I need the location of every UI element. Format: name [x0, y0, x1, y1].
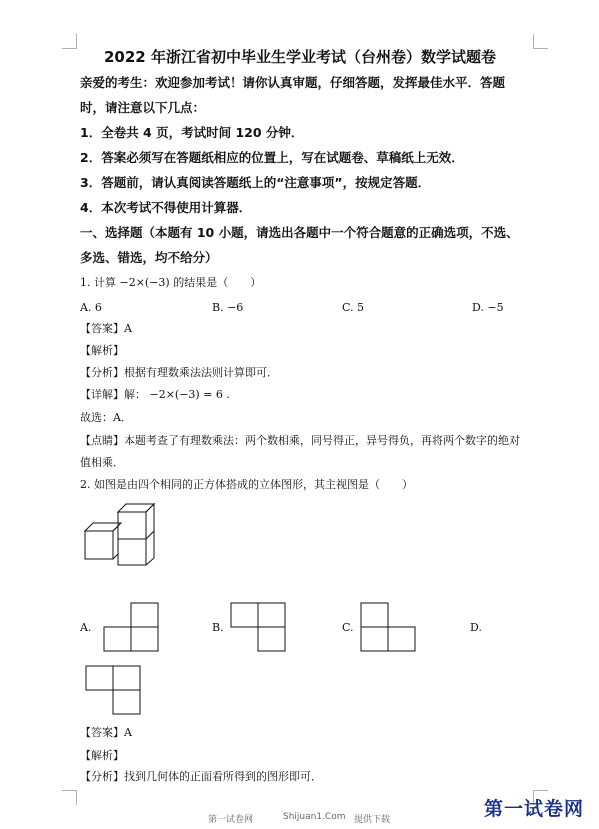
- exam-title: 2022 年浙江省初中毕业生学业考试（台州卷）数学试题卷: [104, 48, 496, 66]
- q1-remark-line-1: 【点睛】本题考查了有理数乘法：两个数相乘，同号得正，异号得负，再将两个数字的绝对: [80, 434, 520, 447]
- q2-option-c-figure: [360, 602, 416, 652]
- q1-conclusion: 故选：A．: [80, 411, 132, 424]
- watermark-logo: 第一试卷网: [484, 798, 585, 820]
- q2-option-c-label: C.: [342, 621, 354, 634]
- q1-option-b: B. −6: [212, 301, 244, 314]
- q1-option-a: A. 6: [80, 301, 102, 314]
- q1-remark-line-2: 值相乘．: [80, 456, 124, 469]
- footer-domain: Shijuan1.Com: [283, 812, 346, 822]
- crop-mark-bottom-left: [62, 790, 77, 805]
- note-1: 1．全卷共 4 页，考试时间 120 分钟．: [80, 125, 304, 140]
- crop-mark-top-right: [533, 34, 548, 49]
- note-2: 2．答案必须写在答题纸相应的位置上，写在试题卷、草稿纸上无效．: [80, 150, 464, 165]
- crop-mark-top-left: [62, 34, 77, 49]
- note-3: 3．答题前，请认真阅读答题纸上的“注意事项”，按规定答题．: [80, 175, 431, 190]
- q1-fenxi: 【分析】根据有理数乘法法则计算即可．: [80, 366, 278, 379]
- footer-download: 提供下载: [354, 815, 391, 825]
- footer-site-name: 第一试卷网: [208, 815, 254, 825]
- q2-stem: 2. 如图是由四个相同的正方体搭成的立体图形，其主视图是（ ）: [80, 478, 413, 491]
- q1-option-c: C. 5: [342, 301, 365, 314]
- q1-option-d: D. −5: [472, 301, 504, 314]
- q2-option-a-figure: [103, 602, 159, 652]
- intro-line-2: 时，请注意以下几点：: [80, 100, 206, 115]
- q1-detail: 【详解】解： −2×(−3) = 6 .: [80, 388, 230, 401]
- q1-analysis-label: 【解析】: [80, 344, 124, 357]
- q2-option-d-label: D.: [470, 621, 482, 634]
- section-heading-line-2: 多选、错选，均不给分）: [80, 250, 218, 265]
- q1-answer: 【答案】A: [80, 322, 132, 335]
- q2-answer: 【答案】A: [80, 726, 132, 739]
- q2-cube-figure: [80, 496, 160, 572]
- q1-stem: 1. 计算 −2×(−3) 的结果是（ ）: [80, 276, 262, 289]
- q2-fenxi: 【分析】找到几何体的正面看所得到的图形即可．: [80, 770, 322, 783]
- q2-option-b-figure: [230, 602, 286, 652]
- q2-option-a-label: A.: [80, 621, 92, 634]
- intro-line-1: 亲爱的考生：欢迎参加考试！请你认真审题，仔细答题，发挥最佳水平．答题: [80, 75, 506, 90]
- q2-option-b-label: B.: [212, 621, 224, 634]
- q2-option-d-figure: [85, 665, 141, 715]
- section-heading-line-1: 一、选择题（本题有 10 小题，请选出各题中一个符合题意的正确选项，不选、: [80, 225, 519, 240]
- note-4: 4．本次考试不得使用计算器．: [80, 200, 252, 215]
- q2-analysis-label: 【解析】: [80, 749, 124, 762]
